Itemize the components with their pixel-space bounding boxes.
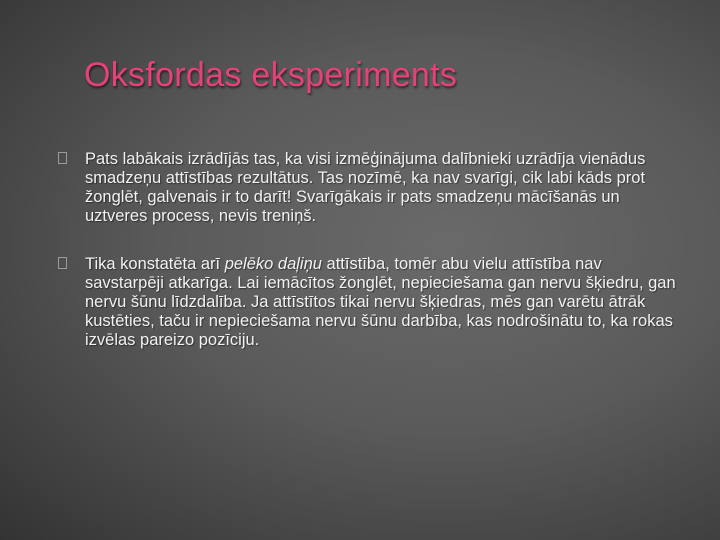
bullet-marker-icon bbox=[58, 152, 67, 164]
bullet-item-2 bbox=[58, 255, 680, 350]
bullet-list bbox=[58, 150, 680, 379]
bullet-marker-icon bbox=[58, 257, 67, 269]
bullet-text-start: Tika konstatēta arī bbox=[85, 255, 225, 273]
slide-title: Oksfordas eksperiments bbox=[84, 56, 458, 94]
bullet-text-end: attīstība, tomēr abu vielu attīstība nav savstarpēji atkarīga. Lai iemācītos žonglēt, nepieciešama gan nervu šķiedru, gan nervu šūnu līdzdalība. Ja attīstītos tikai nervu šķiedras, mēs gan varētu ātrāk kustēties, taču ir nepieciešama nervu šūnu darbība, kas nodrošinātu to, ka rokas izvēlas pareizo pozīciju. bbox=[85, 255, 676, 349]
bullet-text-italic: pelēko daļiņu bbox=[224, 255, 322, 273]
bullet-text: Pats labākais izrādījās tas, ka visi izmēģinājuma dalībnieki uzrādīja vienādus smadzeņu attīstības rezultātus. Tas nozīmē, ka nav svarīgi, cik labi kāds prot žonglēt, galvenais ir to darīt! Svarīgākais ir pats smadzeņu mācīšanās un uztveres process, nevis treniņš. bbox=[85, 150, 646, 225]
bullet-item-1 bbox=[58, 150, 680, 226]
